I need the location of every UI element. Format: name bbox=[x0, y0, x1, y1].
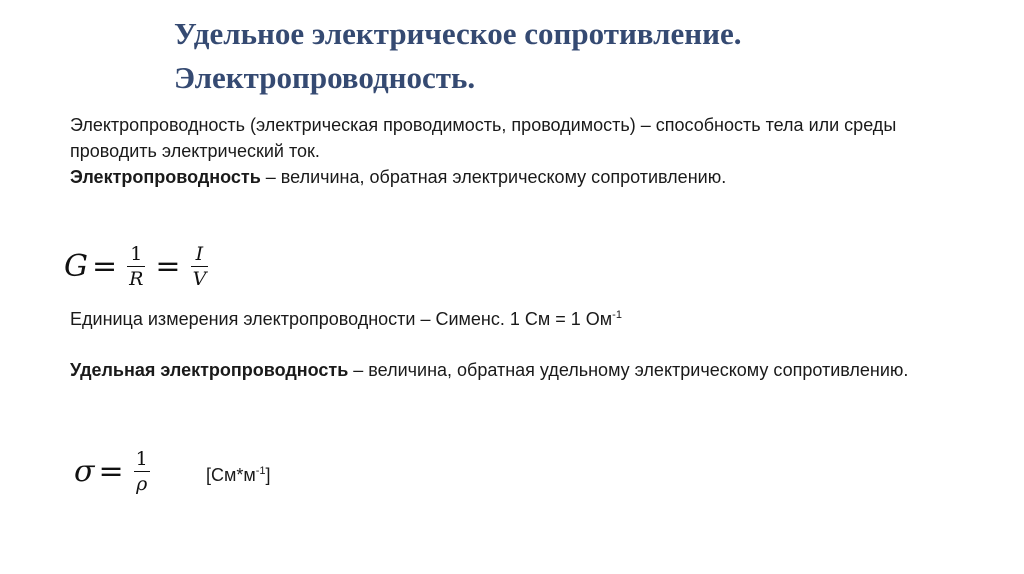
definition-inverse bbox=[70, 164, 970, 190]
fraction-one-over-r bbox=[127, 243, 145, 290]
unit-siemens-line bbox=[70, 306, 970, 332]
unit-specific-conductivity bbox=[206, 462, 271, 488]
formula-specific-conductivity bbox=[74, 436, 156, 506]
frac-numerator: I bbox=[195, 242, 204, 265]
frac-bar bbox=[134, 471, 150, 472]
frac-bar bbox=[191, 266, 209, 267]
title-line-1: Удельное электрическое сопротивление. bbox=[174, 16, 742, 51]
inverse-text: – величина, обратная электрическому сопротивлению. bbox=[260, 167, 727, 187]
equals-sign: = bbox=[91, 248, 118, 284]
symbol-sigma: σ bbox=[74, 453, 95, 489]
equals-sign: = bbox=[155, 248, 181, 284]
frac-denominator: V bbox=[192, 267, 207, 290]
frac-denominator: R bbox=[129, 267, 144, 290]
frac-numerator: 1 bbox=[135, 447, 148, 470]
unit-exponent: -1 bbox=[612, 309, 622, 321]
frac-numerator: 1 bbox=[130, 242, 143, 265]
equals-sign: = bbox=[98, 453, 124, 489]
frac-bar bbox=[127, 266, 145, 267]
fraction-i-over-v bbox=[191, 243, 209, 290]
definition-text: Электропроводность (электрическая проводимость, проводимость) – способность тела или среды проводить электрический ток. bbox=[70, 115, 897, 161]
unit-text: [См*м bbox=[206, 465, 256, 485]
fraction-one-over-rho bbox=[134, 448, 150, 495]
unit-exponent: -1 bbox=[255, 465, 266, 477]
symbol-g: G bbox=[64, 248, 88, 284]
specific-conductivity-definition bbox=[70, 357, 970, 383]
unit-close: ] bbox=[265, 465, 271, 485]
title-line-2: Электропроводность. bbox=[174, 60, 476, 95]
bold-term-specific-conductivity: Удельная электропроводность bbox=[70, 360, 349, 380]
unit-siemens-text: Единица измерения электропроводности – Сименс. 1 См = 1 Ом bbox=[70, 309, 613, 329]
frac-denominator: ρ bbox=[136, 472, 148, 495]
conductivity-definition bbox=[70, 112, 970, 190]
formula-conductance bbox=[64, 234, 214, 298]
bold-term-conductivity: Электропроводность bbox=[70, 167, 261, 187]
slide-title bbox=[174, 12, 974, 100]
specific-conductivity-text: – величина, обратная удельному электрическому сопротивлению. bbox=[348, 360, 909, 380]
